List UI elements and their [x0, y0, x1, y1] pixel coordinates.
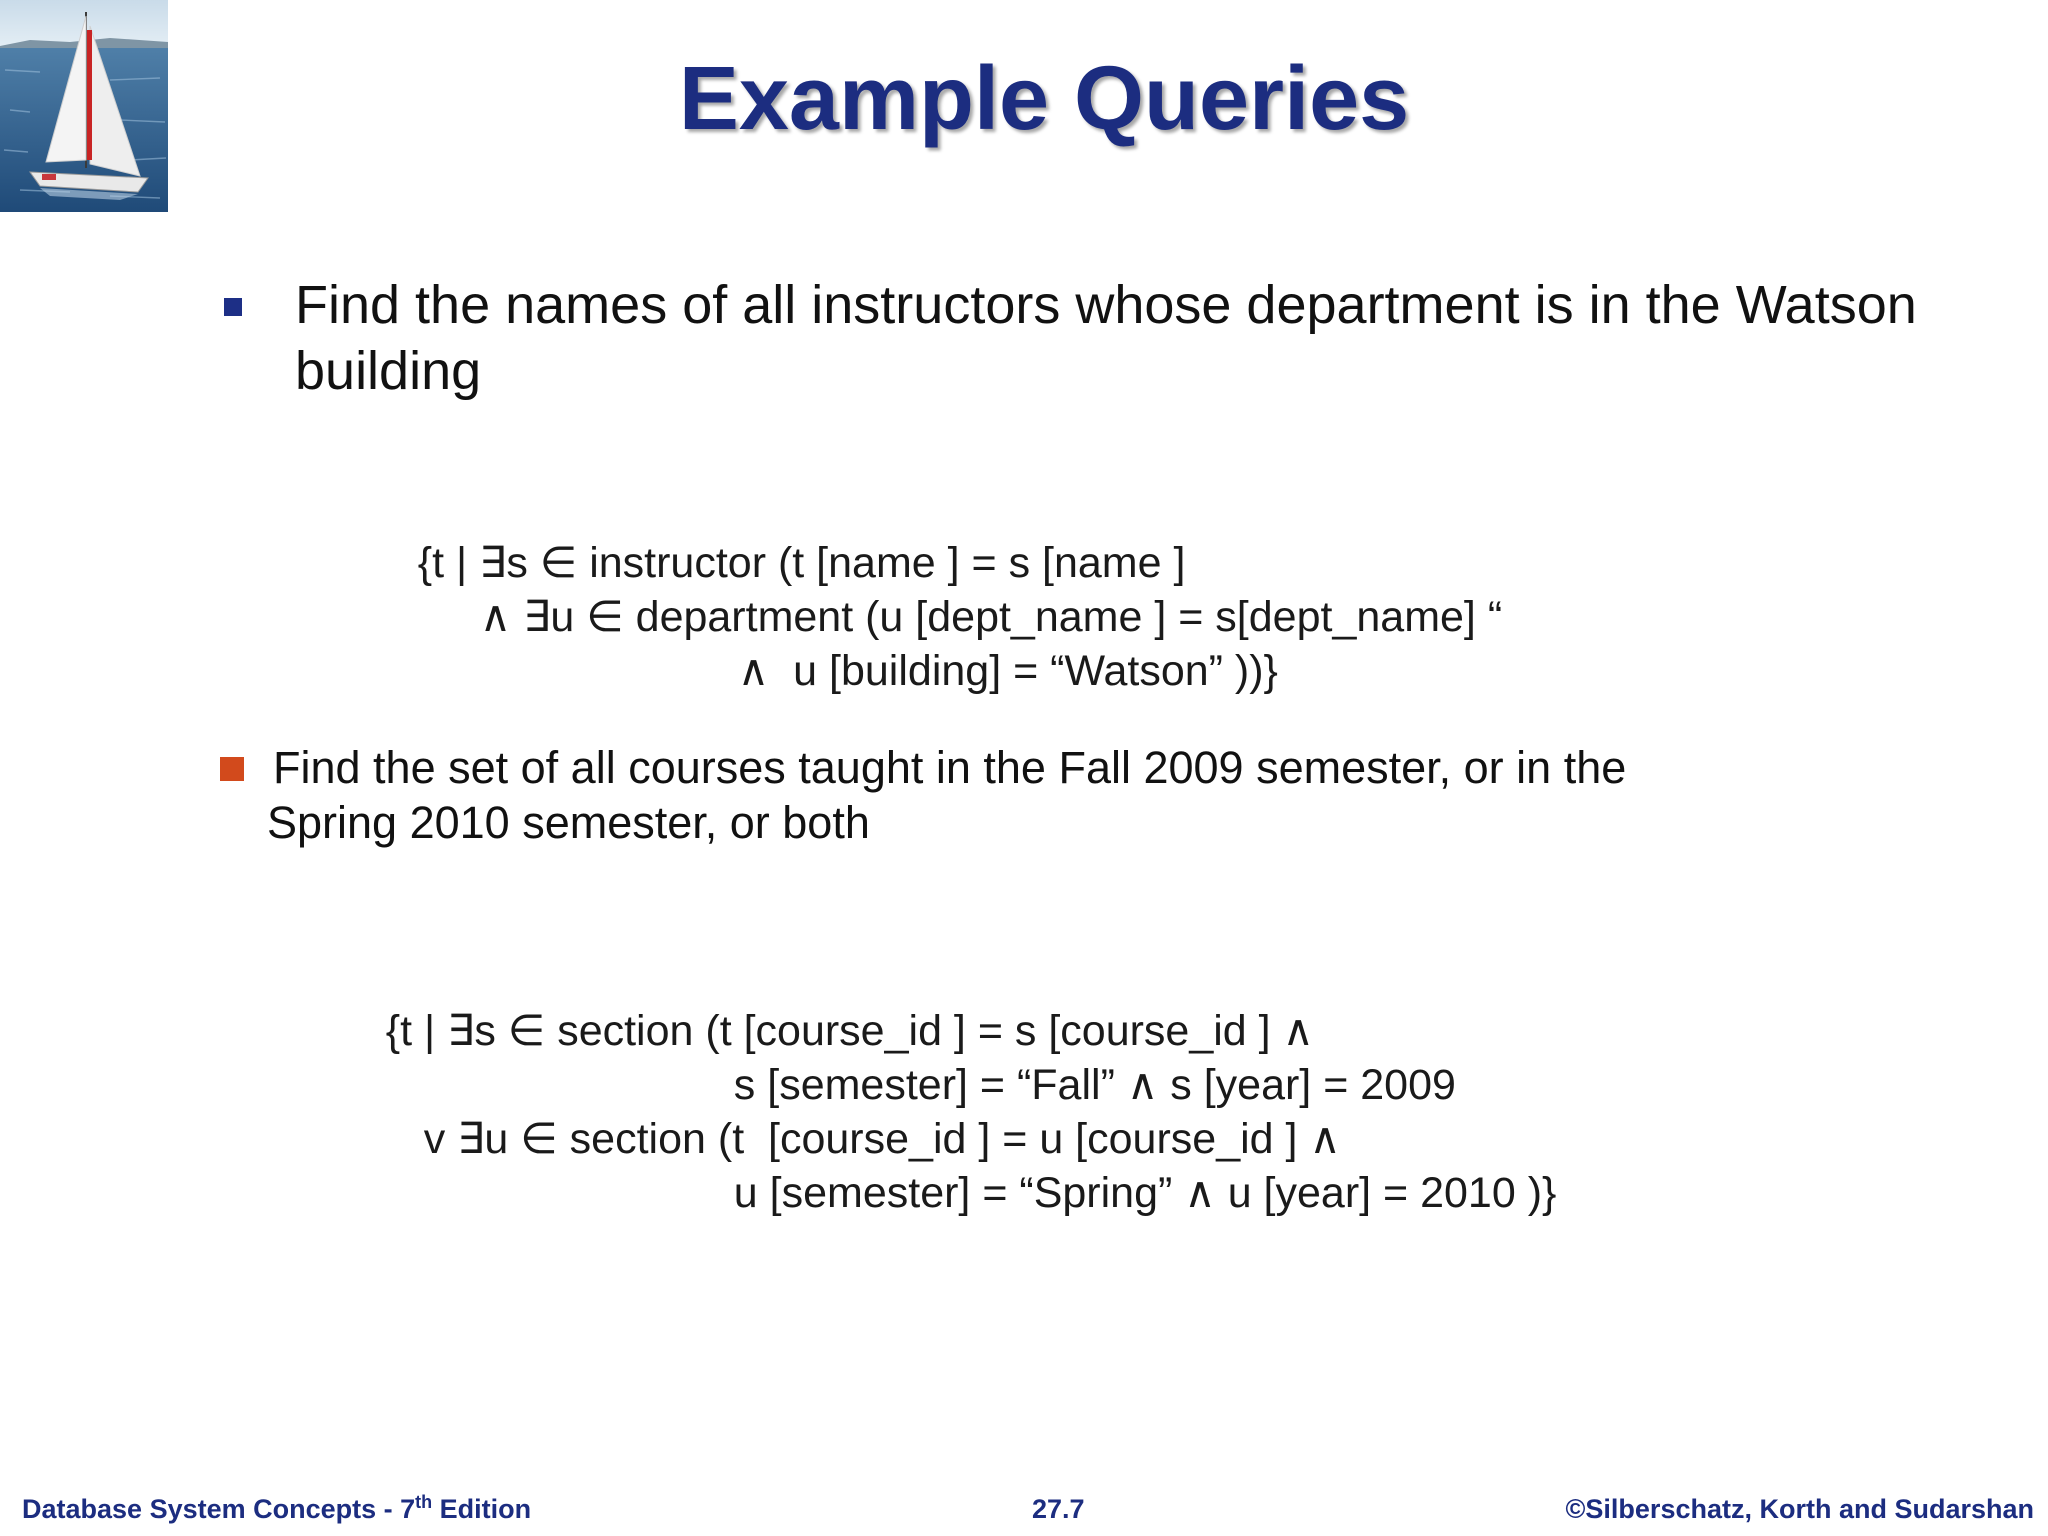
formula-1-line-1-text: {t | ∃s ∈ instructor (t [name ] = s [name ] [417, 539, 1186, 587]
formula-1-line-3 [690, 590, 1278, 752]
footer-book-title-tail: Edition [432, 1494, 532, 1524]
footer-page-number: 27.7 [1032, 1494, 1085, 1524]
slide-title: Example Queries [678, 49, 1410, 149]
formula-1-line-3-text: ∧ u [building] = “Watson” ))} [737, 647, 1278, 695]
bullet-text-2: Find the set of all courses taught in the Fall 2009 semester, or in the Spring 2010 semester, or both [267, 742, 1627, 848]
footer-book-title-main: Database System Concepts - 7 [22, 1494, 416, 1524]
formula-2-line-4 [686, 1112, 1556, 1274]
formula-2-line-1-text: {t | ∃s ∈ section (t [course_id ] = s [course_id ] ∧ [385, 1007, 1315, 1055]
formula-2-line-3-text: v ∃u ∈ section (t [course_id ] = u [course_id ] ∧ [423, 1115, 1341, 1163]
bullet-square-icon [224, 298, 242, 316]
footer-copyright: ©Silberschatz, Korth and Sudarshan [1565, 1494, 2034, 1524]
bullet-text-1: Find the names of all instructors whose department is in the Watson building [295, 275, 1917, 401]
bullet-square-icon [220, 757, 244, 781]
formula-2-line-2-text: s [semester] = “Fall” ∧ s [year] = 2009 [733, 1061, 1456, 1109]
formula-1-line-2-text: ∧ ∃u ∈ department (u [dept_name ] = s[dept_name] “ [479, 593, 1503, 641]
footer-book-title-sup: th [415, 1492, 433, 1512]
footer-book-title [22, 1494, 531, 1525]
formula-2-line-4-text: u [semester] = “Spring” ∧ u [year] = 2010 )} [733, 1169, 1557, 1217]
